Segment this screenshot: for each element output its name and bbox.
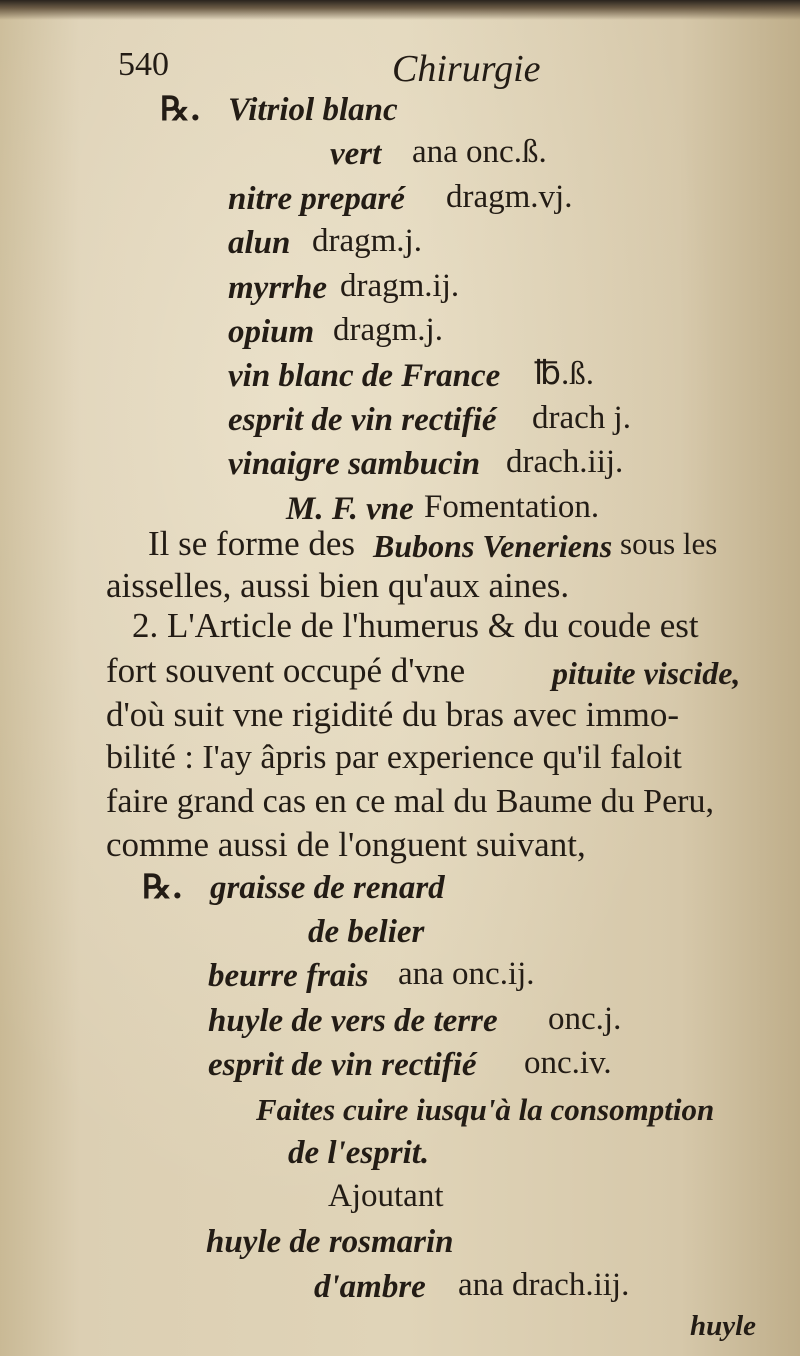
ingredient-name: graisse de renard (210, 870, 445, 906)
ingredient-name: esprit de vin rectifié (228, 402, 497, 438)
ingredient-name: de belier (308, 914, 425, 950)
text-line: bilité : I'ay âpris par experience qu'il faloit (106, 739, 682, 776)
emphasis-text: pituite viscide, (552, 655, 741, 691)
ingredient-quantity: onc.j. (548, 1001, 622, 1037)
ingredient-name: nitre preparé (228, 181, 405, 217)
preparation-form: Fomentation. (424, 489, 600, 525)
text-line: 2. L'Article de l'humerus & du coude est (132, 606, 699, 645)
ingredient-quantity: dragm.vj. (446, 179, 573, 215)
ingredient-quantity: drach j. (532, 400, 631, 436)
recipe-symbol-icon: ℞. (142, 867, 184, 906)
text-line: aisselles, aussi bien qu'aux aines. (106, 566, 570, 605)
ingredient-name: alun (228, 225, 291, 261)
text-line: d'où suit vne rigidité du bras avec immo- (106, 695, 679, 734)
ingredient-name: vert (330, 136, 382, 172)
catchword: huyle (690, 1310, 757, 1342)
text-line: fort souvent occupé d'vne (106, 651, 466, 690)
mixing-instruction: M. F. vne (286, 491, 414, 527)
recipe-symbol-icon: ℞. (160, 89, 202, 128)
page-number: 540 (118, 46, 169, 83)
ingredient-quantity: ana drach.iij. (458, 1267, 630, 1303)
ingredient-quantity: ana onc.ß. (412, 134, 547, 170)
text-line: sous les (620, 526, 718, 561)
text-line: Il se forme des (148, 524, 356, 563)
ingredient-quantity: drach.iij. (506, 444, 624, 480)
ingredient-name: huyle de rosmarin (206, 1224, 454, 1260)
addition-heading: Ajoutant (328, 1178, 444, 1214)
ingredient-name: huyle de vers de terre (208, 1003, 498, 1039)
running-head: Chirurgie (392, 48, 541, 90)
ingredient-quantity: ℔.ß. (534, 356, 594, 392)
preparation-instruction: Faites cuire iusqu'à la consomption (256, 1092, 715, 1127)
ingredient-quantity: ana onc.ij. (398, 956, 535, 992)
emphasis-text: Bubons Veneriens (373, 528, 613, 564)
page-top-edge (0, 0, 800, 20)
ingredient-quantity: onc.iv. (524, 1045, 612, 1081)
ingredient-name: vinaigre sambucin (228, 446, 481, 482)
ingredient-name: d'ambre (314, 1269, 426, 1305)
ingredient-name: myrrhe (228, 270, 327, 306)
ingredient-quantity: dragm.j. (333, 312, 443, 348)
text-line: comme aussi de l'onguent suivant, (106, 825, 586, 864)
preparation-instruction: de l'esprit. (288, 1135, 430, 1171)
ingredient-name: Vitriol blanc (228, 92, 398, 128)
ingredient-name: beurre frais (208, 958, 369, 994)
ingredient-name: esprit de vin rectifié (208, 1047, 477, 1083)
ingredient-quantity: dragm.j. (312, 223, 422, 259)
ingredient-name: opium (228, 314, 315, 350)
ingredient-quantity: dragm.ij. (340, 268, 460, 304)
text-line: faire grand cas en ce mal du Baume du Peru, (106, 783, 714, 820)
ingredient-name: vin blanc de France (228, 358, 501, 394)
